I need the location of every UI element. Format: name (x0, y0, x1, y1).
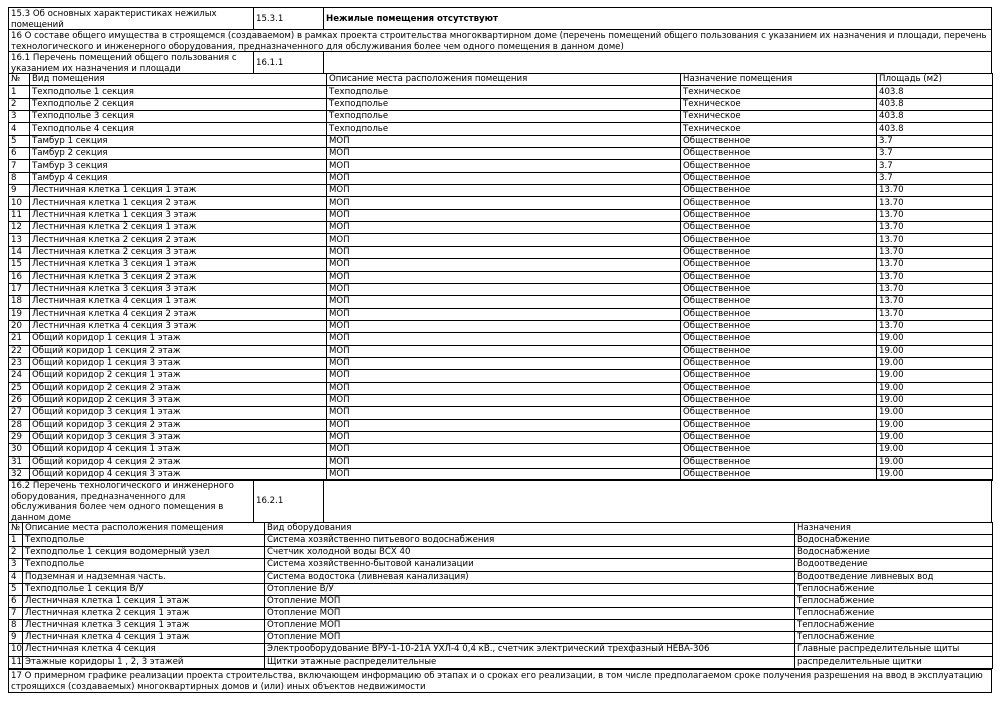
table-row (9, 370, 993, 382)
cell-room-type: Лестничная клетка 2 секция 3 этаж (30, 246, 327, 258)
cell-purpose: Общественное (681, 197, 877, 209)
cell-room-type: Лестничная клетка 2 секция 1 этаж (30, 222, 327, 234)
cell-num: 9 (9, 632, 23, 644)
cell-location: Подземная и надземная часть. (23, 571, 265, 583)
table-row (9, 607, 993, 619)
cell-area: 19.00 (877, 407, 993, 419)
cell-location: Техподполье (23, 559, 265, 571)
cell-location: МОП (327, 308, 681, 320)
cell-num: 20 (9, 320, 30, 332)
cell-equipment-type: Система хозяйственно-бытовой канализации (265, 559, 795, 571)
cell-num: 6 (9, 595, 23, 607)
cell-area: 3.7 (877, 160, 993, 172)
cell-purpose: Водоотведение ливневых вод (795, 571, 993, 583)
cell-location: МОП (327, 160, 681, 172)
cell-room-type: Техподполье 3 секция (30, 111, 327, 123)
cell-equipment-type: Щитки этажные распределительные (265, 656, 795, 668)
table-row (9, 357, 993, 369)
cell-location: МОП (327, 444, 681, 456)
cell-purpose: Общественное (681, 431, 877, 443)
cell-area: 19.00 (877, 469, 993, 481)
cell-location: Техподполье (327, 123, 681, 135)
cell-num: 10 (9, 197, 30, 209)
cell-num: 12 (9, 222, 30, 234)
cell-purpose: Общественное (681, 185, 877, 197)
table-row (9, 234, 993, 246)
cell-num: 8 (9, 172, 30, 184)
table-row (9, 197, 993, 209)
cell-num: 10 (9, 644, 23, 656)
equipment-table (8, 522, 993, 669)
header-equipment-type: Вид оборудования (265, 523, 795, 535)
cell-num: 7 (9, 160, 30, 172)
cell-num: 9 (9, 185, 30, 197)
cell-area: 13.70 (877, 308, 993, 320)
cell-purpose: Техническое (681, 123, 877, 135)
table-row (9, 246, 993, 258)
cell-num: 16 (9, 271, 30, 283)
cell-area: 19.00 (877, 456, 993, 468)
cell-area: 13.70 (877, 222, 993, 234)
cell-location: Лестничная клетка 3 секция 1 этаж (23, 620, 265, 632)
cell-area: 403.8 (877, 111, 993, 123)
cell-num: 2 (9, 98, 30, 110)
cell-room-type: Тамбур 2 секция (30, 148, 327, 160)
section-16-2-code: 16.2.1 (254, 480, 324, 523)
cell-room-type: Техподполье 4 секция (30, 123, 327, 135)
cell-num: 31 (9, 456, 30, 468)
table-row (9, 111, 993, 123)
table-row (9, 656, 993, 668)
section-17-text: 17 О примерном графике реализации проекта строительства, включающем информацию об этапах и о сроках его реализации, в том числе предполагаемом сроке получения разрешения на ввод в эксплуатацию строящихся (создаваемых) многоквартирных домов и (или) иных объектов недвижимости (8, 669, 992, 693)
cell-room-type: Техподполье 1 секция (30, 86, 327, 98)
cell-location: МОП (327, 419, 681, 431)
cell-num: 29 (9, 431, 30, 443)
cell-purpose: Общественное (681, 469, 877, 481)
cell-area: 13.70 (877, 234, 993, 246)
cell-room-type: Лестничная клетка 4 секция 2 этаж (30, 308, 327, 320)
cell-location: МОП (327, 407, 681, 419)
common-rooms-table (8, 73, 993, 481)
cell-num: 4 (9, 123, 30, 135)
cell-purpose: Общественное (681, 357, 877, 369)
section-16-1-empty (324, 52, 991, 74)
cell-purpose: Общественное (681, 271, 877, 283)
cell-area: 403.8 (877, 98, 993, 110)
section-15-3-code: 15.3.1 (254, 8, 324, 30)
cell-room-type: Общий коридор 2 секция 1 этаж (30, 370, 327, 382)
section-16-2 (8, 479, 992, 523)
cell-num: 14 (9, 246, 30, 258)
cell-room-type: Общий коридор 1 секция 1 этаж (30, 333, 327, 345)
cell-area: 403.8 (877, 86, 993, 98)
cell-location: МОП (327, 135, 681, 147)
header-area: Площадь (м2) (877, 74, 993, 86)
table-row (9, 620, 993, 632)
cell-area: 19.00 (877, 333, 993, 345)
cell-location: МОП (327, 456, 681, 468)
cell-area: 13.70 (877, 296, 993, 308)
table-row (9, 185, 993, 197)
cell-num: 26 (9, 394, 30, 406)
header-purpose: Назначение помещения (681, 74, 877, 86)
cell-area: 13.70 (877, 259, 993, 271)
cell-purpose: Общественное (681, 407, 877, 419)
cell-num: 3 (9, 559, 23, 571)
cell-area: 3.7 (877, 148, 993, 160)
cell-num: 11 (9, 209, 30, 221)
cell-purpose: Общественное (681, 172, 877, 184)
table-row (9, 308, 993, 320)
cell-room-type: Техподполье 2 секция (30, 98, 327, 110)
cell-purpose: Теплоснабжение (795, 632, 993, 644)
cell-purpose: Общественное (681, 345, 877, 357)
cell-area: 13.70 (877, 320, 993, 332)
table-row (9, 431, 993, 443)
cell-purpose: Общественное (681, 234, 877, 246)
cell-purpose: распределительные щитки (795, 656, 993, 668)
cell-location: МОП (327, 172, 681, 184)
cell-room-type: Тамбур 3 секция (30, 160, 327, 172)
cell-room-type: Лестничная клетка 1 секция 1 этаж (30, 185, 327, 197)
header-purpose: Назначения (795, 523, 993, 535)
cell-purpose: Общественное (681, 283, 877, 295)
cell-location: МОП (327, 234, 681, 246)
cell-location: Лестничная клетка 4 секция (23, 644, 265, 656)
cell-purpose: Теплоснабжение (795, 583, 993, 595)
cell-equipment-type: Отопление МОП (265, 607, 795, 619)
cell-purpose: Общественное (681, 296, 877, 308)
cell-num: 30 (9, 444, 30, 456)
cell-room-type: Общий коридор 2 секция 2 этаж (30, 382, 327, 394)
cell-room-type: Лестничная клетка 3 секция 1 этаж (30, 259, 327, 271)
cell-purpose: Техническое (681, 86, 877, 98)
cell-room-type: Общий коридор 3 секция 1 этаж (30, 407, 327, 419)
cell-purpose: Водоснабжение (795, 547, 993, 559)
cell-location: Техподполье (327, 86, 681, 98)
table-row (9, 148, 993, 160)
cell-room-type: Тамбур 4 секция (30, 172, 327, 184)
cell-area: 13.70 (877, 283, 993, 295)
cell-purpose: Главные распределительные щиты (795, 644, 993, 656)
cell-num: 2 (9, 547, 23, 559)
cell-num: 7 (9, 607, 23, 619)
cell-area: 19.00 (877, 394, 993, 406)
section-16-2-empty (324, 480, 991, 523)
cell-room-type: Общий коридор 3 секция 2 этаж (30, 419, 327, 431)
table-row (9, 571, 993, 583)
table-row (9, 595, 993, 607)
table-row (9, 259, 993, 271)
cell-location: МОП (327, 431, 681, 443)
table-row (9, 644, 993, 656)
cell-num: 19 (9, 308, 30, 320)
cell-num: 6 (9, 148, 30, 160)
table-row (9, 160, 993, 172)
cell-location: МОП (327, 469, 681, 481)
header-room-type: Вид помещения (30, 74, 327, 86)
cell-room-type: Лестничная клетка 1 секция 3 этаж (30, 209, 327, 221)
cell-area: 19.00 (877, 419, 993, 431)
section-16-text: 16 О составе общего имущества в строящемся (создаваемом) в рамках проекта строительства многоквартирном доме (перечень помещений общего пользования с указанием их назначения и площади, перечень технологического и инженерного оборудования, предназначенного для обслуживания более чем одного помещения в данном доме) (8, 29, 992, 52)
cell-location: МОП (327, 259, 681, 271)
cell-num: 8 (9, 620, 23, 632)
cell-purpose: Теплоснабжение (795, 620, 993, 632)
cell-num: 3 (9, 111, 30, 123)
cell-purpose: Общественное (681, 394, 877, 406)
table-row (9, 333, 993, 345)
cell-purpose: Общественное (681, 320, 877, 332)
cell-purpose: Техническое (681, 98, 877, 110)
cell-room-type: Лестничная клетка 4 секция 3 этаж (30, 320, 327, 332)
cell-location: МОП (327, 394, 681, 406)
cell-location: Лестничная клетка 2 секция 1 этаж (23, 607, 265, 619)
cell-location: МОП (327, 185, 681, 197)
table-row (9, 583, 993, 595)
header-location: Описание места расположения помещения (23, 523, 265, 535)
cell-location: Этажные коридоры 1 , 2, 3 этажей (23, 656, 265, 668)
cell-room-type: Лестничная клетка 2 секция 2 этаж (30, 234, 327, 246)
cell-location: МОП (327, 382, 681, 394)
cell-location: МОП (327, 320, 681, 332)
cell-num: 28 (9, 419, 30, 431)
cell-location: Лестничная клетка 4 секция 1 этаж (23, 632, 265, 644)
table-row (9, 535, 993, 547)
cell-equipment-type: Отопление В/У (265, 583, 795, 595)
cell-location: Техподполье 1 секция В/У (23, 583, 265, 595)
cell-area: 3.7 (877, 135, 993, 147)
cell-room-type: Общий коридор 1 секция 2 этаж (30, 345, 327, 357)
table-row (9, 559, 993, 571)
cell-num: 1 (9, 535, 23, 547)
cell-purpose: Общественное (681, 222, 877, 234)
table-row (9, 86, 993, 98)
cell-num: 5 (9, 583, 23, 595)
cell-num: 25 (9, 382, 30, 394)
cell-num: 22 (9, 345, 30, 357)
cell-purpose: Общественное (681, 246, 877, 258)
table-row (9, 320, 993, 332)
cell-purpose: Общественное (681, 135, 877, 147)
cell-num: 27 (9, 407, 30, 419)
section-15-3-label: 15.3 Об основных характеристиках нежилых помещений (9, 8, 254, 30)
cell-equipment-type: Отопление МОП (265, 595, 795, 607)
cell-num: 13 (9, 234, 30, 246)
cell-purpose: Водоснабжение (795, 535, 993, 547)
cell-area: 13.70 (877, 246, 993, 258)
cell-area: 19.00 (877, 345, 993, 357)
cell-room-type: Общий коридор 1 секция 3 этаж (30, 357, 327, 369)
cell-location: Техподполье 1 секция водомерный узел (23, 547, 265, 559)
cell-purpose: Общественное (681, 160, 877, 172)
cell-location: Лестничная клетка 1 секция 1 этаж (23, 595, 265, 607)
cell-purpose: Общественное (681, 259, 877, 271)
cell-equipment-type: Отопление МОП (265, 632, 795, 644)
cell-location: Техподполье (23, 535, 265, 547)
cell-location: МОП (327, 209, 681, 221)
cell-room-type: Тамбур 1 секция (30, 135, 327, 147)
table-row (9, 394, 993, 406)
section-15-3-value: Нежилые помещения отсутствуют (326, 13, 498, 24)
cell-num: 17 (9, 283, 30, 295)
cell-purpose: Общественное (681, 382, 877, 394)
cell-purpose: Техническое (681, 111, 877, 123)
cell-room-type: Общий коридор 3 секция 3 этаж (30, 431, 327, 443)
cell-num: 18 (9, 296, 30, 308)
cell-num: 15 (9, 259, 30, 271)
cell-room-type: Общий коридор 4 секция 2 этаж (30, 456, 327, 468)
cell-num: 5 (9, 135, 30, 147)
section-16-1-label: 16.1 Перечень помещений общего пользования с указанием их назначения и площади (9, 52, 254, 74)
cell-equipment-type: Система водостока (ливневая канализация) (265, 571, 795, 583)
table-row (9, 345, 993, 357)
table-row (9, 283, 993, 295)
cell-room-type: Общий коридор 2 секция 3 этаж (30, 394, 327, 406)
cell-location: МОП (327, 197, 681, 209)
cell-equipment-type: Система хозяйственно питьевого водоснабжения (265, 535, 795, 547)
table-header-row (9, 74, 993, 86)
table-row (9, 296, 993, 308)
table-row (9, 456, 993, 468)
table-row (9, 271, 993, 283)
table-row (9, 123, 993, 135)
table-row (9, 547, 993, 559)
cell-location: МОП (327, 357, 681, 369)
cell-equipment-type: Отопление МОП (265, 620, 795, 632)
cell-purpose: Теплоснабжение (795, 595, 993, 607)
table-row (9, 382, 993, 394)
cell-room-type: Лестничная клетка 4 секция 1 этаж (30, 296, 327, 308)
cell-area: 19.00 (877, 357, 993, 369)
cell-location: МОП (327, 222, 681, 234)
cell-purpose: Общественное (681, 308, 877, 320)
cell-room-type: Общий коридор 4 секция 3 этаж (30, 469, 327, 481)
table-header-row (9, 523, 993, 535)
cell-num: 21 (9, 333, 30, 345)
cell-area: 13.70 (877, 271, 993, 283)
cell-purpose: Общественное (681, 370, 877, 382)
cell-location: МОП (327, 246, 681, 258)
table-row (9, 444, 993, 456)
cell-area: 19.00 (877, 370, 993, 382)
cell-equipment-type: Электрооборудование ВРУ-1-10-21А УХЛ-4 0,4 кВ., счетчик электрический трехфазный НЕВА-306 (265, 644, 795, 656)
table-row (9, 407, 993, 419)
cell-purpose: Общественное (681, 444, 877, 456)
cell-location: МОП (327, 148, 681, 160)
cell-location: МОП (327, 370, 681, 382)
header-num: № (9, 523, 23, 535)
table-row (9, 419, 993, 431)
cell-purpose: Водоотведение (795, 559, 993, 571)
table-row (9, 632, 993, 644)
cell-area: 13.70 (877, 197, 993, 209)
table-row (9, 172, 993, 184)
cell-location: МОП (327, 333, 681, 345)
cell-num: 11 (9, 656, 23, 668)
cell-room-type: Лестничная клетка 3 секция 3 этаж (30, 283, 327, 295)
cell-num: 4 (9, 571, 23, 583)
cell-location: Техподполье (327, 98, 681, 110)
header-location: Описание места расположения помещения (327, 74, 681, 86)
cell-equipment-type: Счетчик холодной воды ВСХ 40 (265, 547, 795, 559)
cell-purpose: Общественное (681, 333, 877, 345)
table-row (9, 209, 993, 221)
cell-area: 19.00 (877, 431, 993, 443)
cell-num: 1 (9, 86, 30, 98)
cell-location: Техподполье (327, 111, 681, 123)
cell-area: 19.00 (877, 444, 993, 456)
cell-purpose: Общественное (681, 148, 877, 160)
cell-num: 32 (9, 469, 30, 481)
cell-area: 403.8 (877, 123, 993, 135)
header-num: № (9, 74, 30, 86)
cell-room-type: Лестничная клетка 3 секция 2 этаж (30, 271, 327, 283)
section-15-3 (8, 7, 992, 30)
table-row (9, 135, 993, 147)
cell-location: МОП (327, 283, 681, 295)
table-row (9, 222, 993, 234)
cell-purpose: Общественное (681, 419, 877, 431)
section-16-1-code: 16.1.1 (254, 52, 324, 74)
cell-num: 24 (9, 370, 30, 382)
cell-area: 13.70 (877, 185, 993, 197)
cell-area: 13.70 (877, 209, 993, 221)
cell-room-type: Лестничная клетка 1 секция 2 этаж (30, 197, 327, 209)
table-row (9, 98, 993, 110)
cell-purpose: Теплоснабжение (795, 607, 993, 619)
cell-location: МОП (327, 345, 681, 357)
cell-area: 19.00 (877, 382, 993, 394)
cell-location: МОП (327, 296, 681, 308)
section-16-2-label: 16.2 Перечень технологического и инженерного оборудования, предназначенного для обслуживания более чем одного помещения в данном доме (9, 480, 254, 523)
section-16-1 (8, 51, 992, 74)
cell-location: МОП (327, 271, 681, 283)
cell-area: 3.7 (877, 172, 993, 184)
cell-purpose: Общественное (681, 456, 877, 468)
cell-room-type: Общий коридор 4 секция 1 этаж (30, 444, 327, 456)
cell-num: 23 (9, 357, 30, 369)
cell-purpose: Общественное (681, 209, 877, 221)
